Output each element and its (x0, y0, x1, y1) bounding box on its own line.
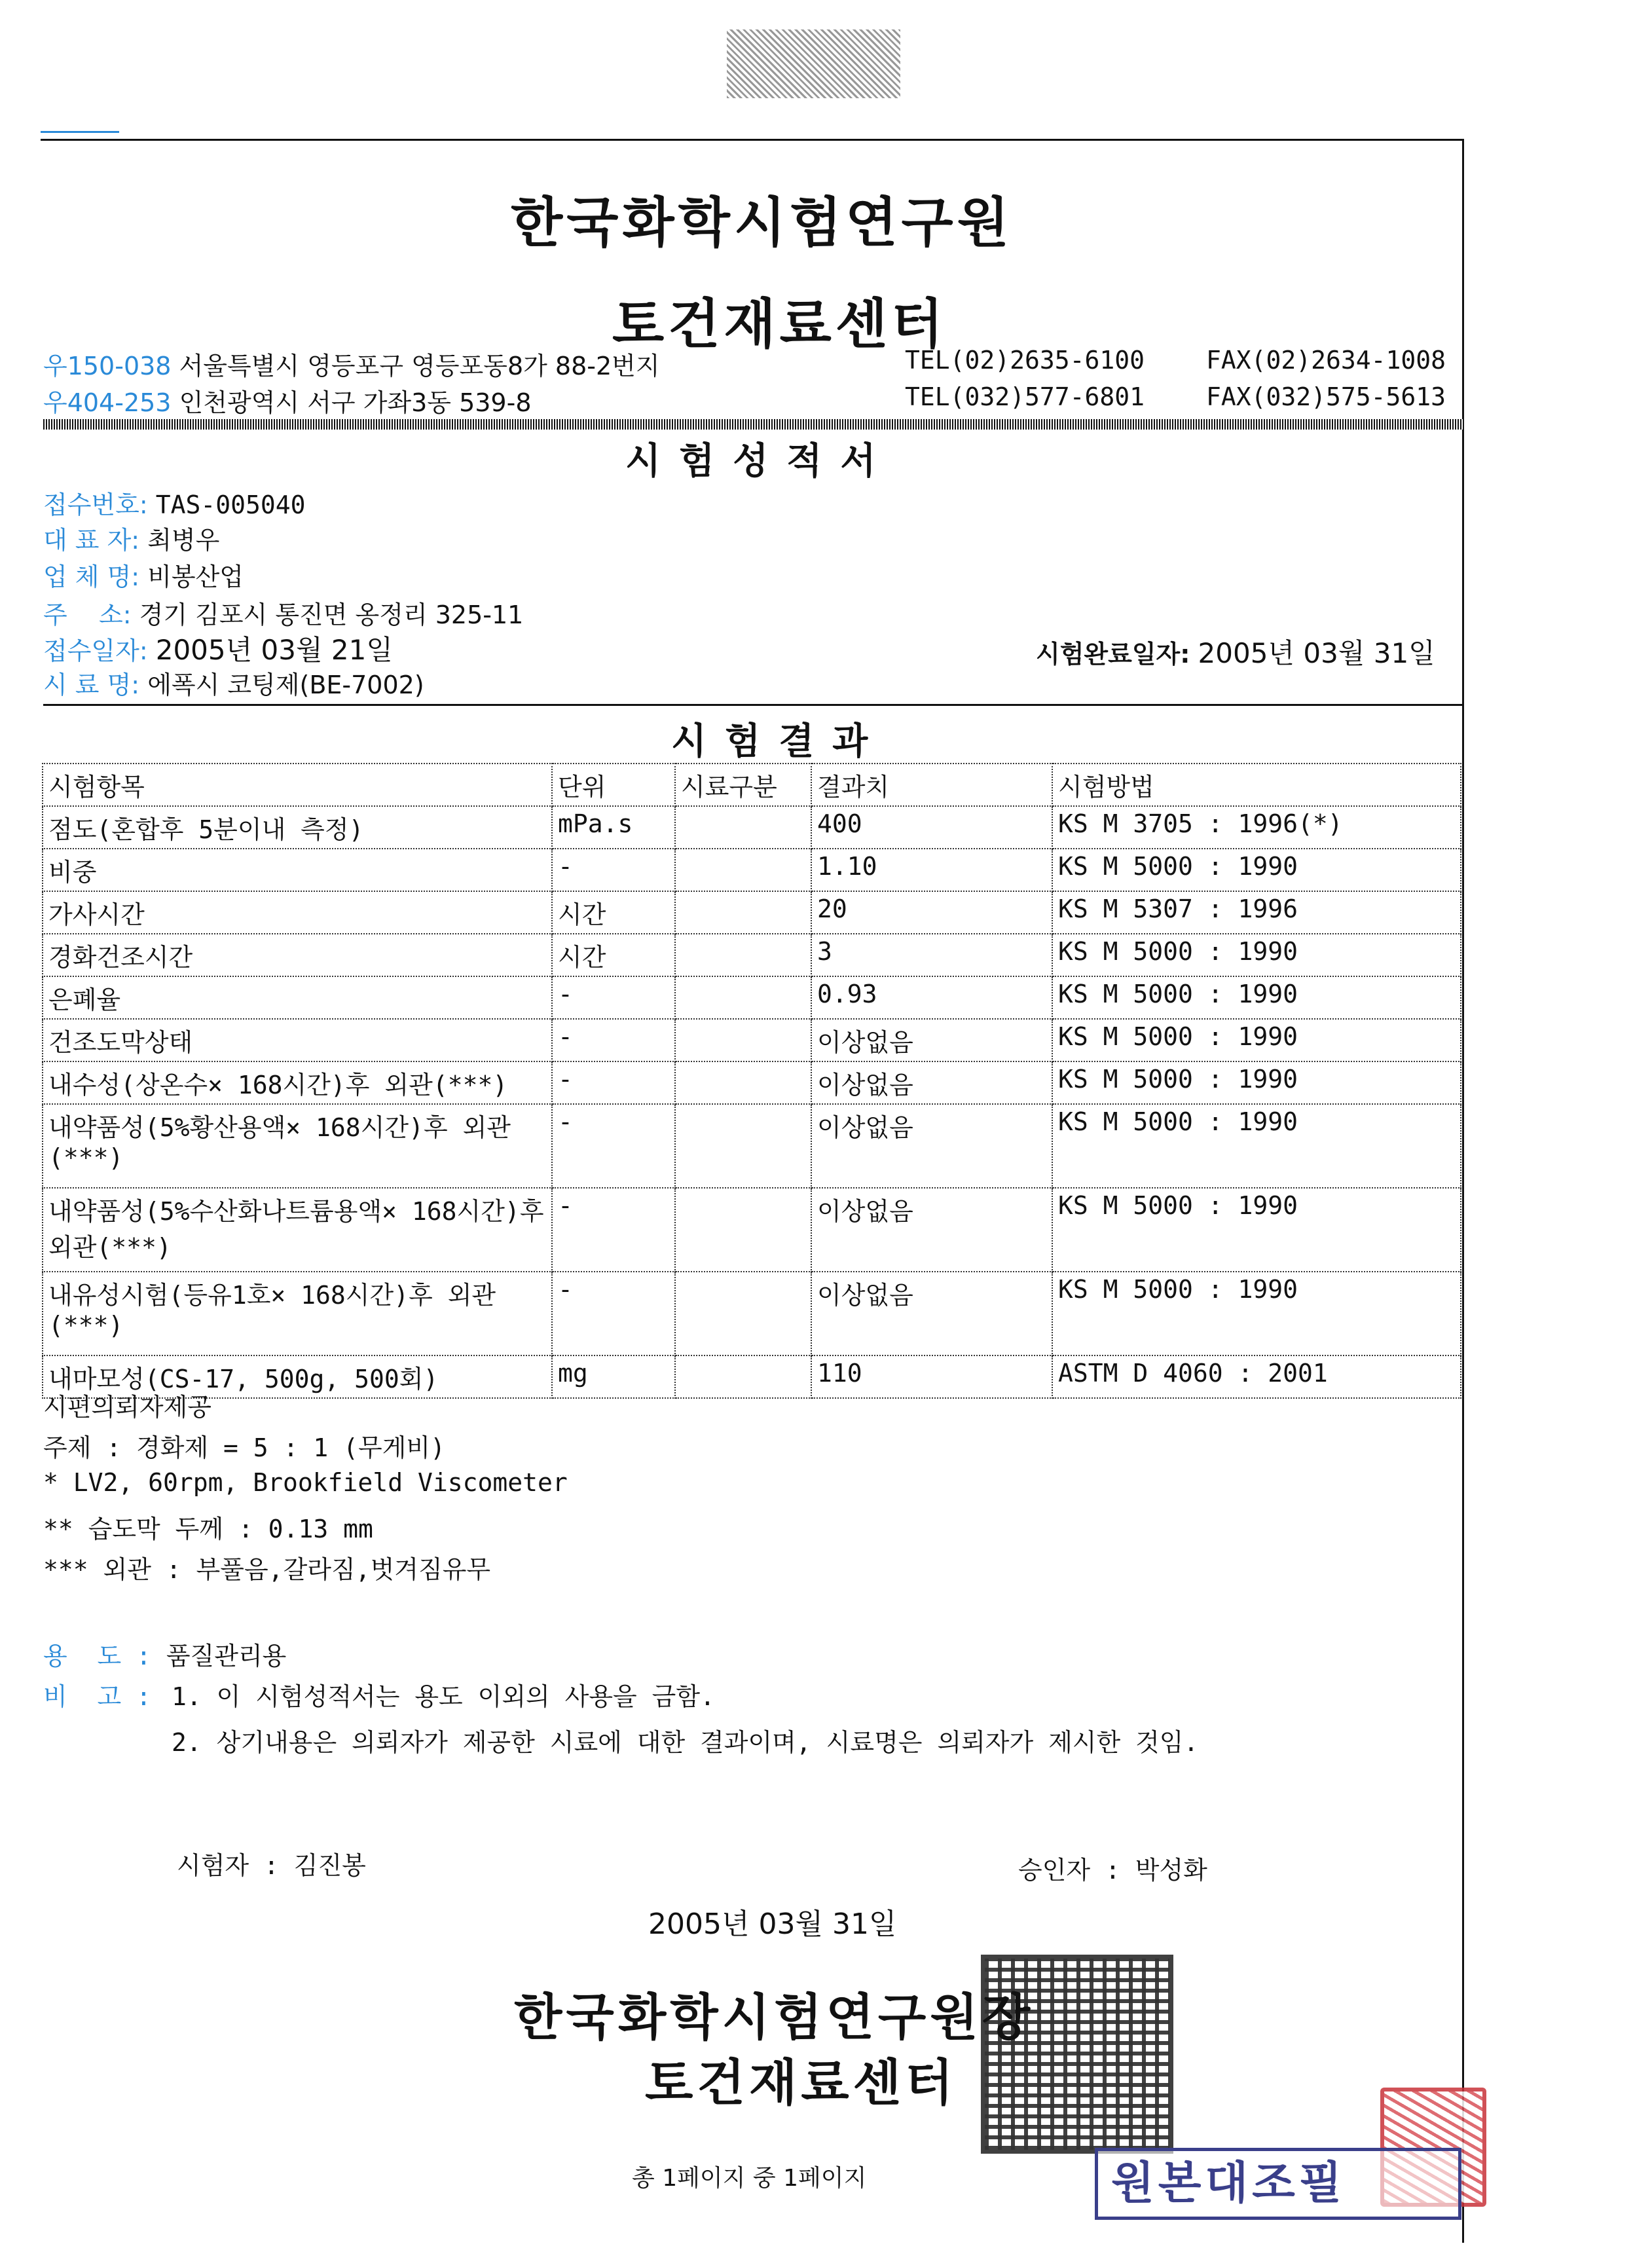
unit-cell: 시간 (552, 891, 675, 934)
method-cell: KS M 5000 : 1990 (1052, 1104, 1461, 1188)
field-value: TAS-005040 (155, 490, 306, 519)
unit-cell: mPa.s (552, 806, 675, 849)
test-item-cell: 비중 (43, 849, 552, 891)
results-table (42, 763, 1461, 1399)
address-line-1 (43, 346, 660, 382)
method-cell: KS M 5000 : 1990 (1052, 934, 1461, 976)
field-label: 시 료 명: (43, 671, 140, 699)
table-row (43, 1355, 1461, 1398)
test-item-cell: 점도(혼합후 5분이내 측정) (43, 806, 552, 849)
table-row (43, 1272, 1461, 1355)
unit-cell: mg (552, 1355, 675, 1398)
center-title: 토건재료센터 (612, 293, 947, 356)
header-divider (43, 419, 1463, 430)
table-row (43, 806, 1461, 849)
footer-center-title: 토건재료센터 (645, 2054, 957, 2112)
result-cell: 400 (811, 806, 1052, 849)
result-cell: 0.93 (811, 976, 1052, 1019)
method-cell: KS M 5000 : 1990 (1052, 1019, 1461, 1061)
completed-date (1036, 632, 1435, 671)
table-row (43, 976, 1461, 1019)
sample-kind-cell (675, 934, 811, 976)
address-text: 서울특별시 영등포구 영등포동8가 88-2번지 (179, 352, 660, 380)
field-value: 에폭시 코팅제(BE-7002) (147, 671, 424, 699)
unit-cell: - (552, 1272, 675, 1355)
column-header: 시료구분 (675, 764, 811, 806)
zip-code: 우150-038 (43, 352, 172, 380)
field-label: 주 소: (43, 600, 132, 629)
method-cell: KS M 5000 : 1990 (1052, 1061, 1461, 1104)
result-cell: 20 (811, 891, 1052, 934)
test-item-cell: 내약품성(5%수산화나트륨용액× 168시간)후 외관(***) (43, 1188, 552, 1272)
field-value: 경기 김포시 통진면 옹정리 325-11 (139, 600, 524, 629)
purpose-label: 용 도 : (43, 1642, 151, 1670)
unit-cell: - (552, 1019, 675, 1061)
received-date (43, 629, 393, 668)
result-cell: 이상없음 (811, 1019, 1052, 1061)
tel-1: TEL(02)2635-6100 (905, 346, 1145, 375)
address-text: 인천광역시 서구 가좌3동 539-8 (179, 388, 532, 417)
test-item-cell: 내약품성(5%황산용액× 168시간)후 외관(***) (43, 1104, 552, 1188)
note-line: *** 외관 : 부풀음,갈라짐,벗겨짐유무 (43, 1555, 491, 1584)
frame-accent-line (41, 131, 119, 133)
customer-address (43, 595, 523, 631)
method-cell: KS M 5000 : 1990 (1052, 1188, 1461, 1272)
receipt-no (43, 485, 306, 521)
result-cell: 3 (811, 934, 1052, 976)
address-line-2 (43, 382, 532, 418)
page-count: 총 1페이지 중 1페이지 (632, 2165, 867, 2192)
test-item-cell: 경화건조시간 (43, 934, 552, 976)
result-cell: 이상없음 (811, 1104, 1052, 1188)
test-item-cell: 은폐율 (43, 976, 552, 1019)
remark-line: 1. 이 시험성적서는 용도 이외의 사용을 금함. (172, 1682, 715, 1711)
method-cell: KS M 5000 : 1990 (1052, 976, 1461, 1019)
issue-date: 2005년 03월 31일 (648, 1907, 897, 1941)
field-label: 접수일자: (43, 636, 148, 665)
remark-line: 2. 상기내용은 의뢰자가 제공한 시료에 대한 결과이며, 시료명은 의뢰자가 제시한 것임. (172, 1728, 1199, 1757)
test-item-cell: 건조도막상태 (43, 1019, 552, 1061)
column-header: 단위 (552, 764, 675, 806)
sample-kind-cell (675, 1188, 811, 1272)
sample-kind-cell (675, 976, 811, 1019)
purpose-value: 품질관리용 (166, 1642, 287, 1670)
tel-2: TEL(032)577-6801 (905, 382, 1145, 411)
sample-kind-cell (675, 1355, 811, 1398)
note-line: 주제 : 경화제 = 5 : 1 (무게비) (43, 1433, 445, 1462)
sample-kind-cell (675, 1272, 811, 1355)
result-cell: 110 (811, 1355, 1052, 1398)
results-table-body (43, 764, 1461, 1398)
column-header: 시험방법 (1052, 764, 1461, 806)
note-line: * LV2, 60rpm, Brookfield Viscometer (43, 1468, 568, 1497)
method-cell: KS M 5307 : 1996 (1052, 891, 1461, 934)
unit-cell: - (552, 976, 675, 1019)
field-label: 대 표 자: (43, 526, 140, 555)
note-line: ** 습도막 두께 : 0.13 mm (43, 1515, 373, 1543)
field-value: 2005년 03월 31일 (1198, 637, 1435, 669)
result-cell: 1.10 (811, 849, 1052, 891)
institute-title: 한국화학시험연구원 (511, 192, 1013, 254)
test-item-cell: 가사시간 (43, 891, 552, 934)
table-row (43, 1061, 1461, 1104)
field-value: 최병우 (147, 526, 220, 555)
table-row (43, 849, 1461, 891)
method-cell: KS M 5000 : 1990 (1052, 849, 1461, 891)
sample-kind-cell (675, 1104, 811, 1188)
fax-2: FAX(032)575-5613 (1206, 382, 1446, 411)
note-line: 시편의뢰자제공 (43, 1393, 211, 1422)
table-row (43, 1188, 1461, 1272)
method-cell: KS M 5000 : 1990 (1052, 1272, 1461, 1355)
result-cell: 이상없음 (811, 1061, 1052, 1104)
method-cell: KS M 3705 : 1996(*) (1052, 806, 1461, 849)
representative (43, 520, 219, 556)
table-header-row (43, 764, 1461, 806)
unit-cell: - (552, 1061, 675, 1104)
field-label: 시험완료일자: (1036, 640, 1190, 669)
sample-kind-cell (675, 1061, 811, 1104)
field-value: 2005년 03월 21일 (155, 634, 393, 666)
zip-code: 우404-253 (43, 388, 172, 417)
result-cell: 이상없음 (811, 1188, 1052, 1272)
sample-name (43, 665, 424, 701)
table-row (43, 891, 1461, 934)
table-row (43, 934, 1461, 976)
sample-kind-cell (675, 806, 811, 849)
unit-cell: - (552, 1104, 675, 1188)
test-item-cell: 내마모성(CS-17, 500g, 500회) (43, 1355, 552, 1398)
sample-kind-cell (675, 849, 811, 891)
column-header: 결과치 (811, 764, 1052, 806)
method-cell: ASTM D 4060 : 2001 (1052, 1355, 1461, 1398)
column-header: 시험항목 (43, 764, 552, 806)
remarks-label: 비 고 : (43, 1682, 151, 1711)
field-label: 업 체 명: (43, 562, 140, 591)
unit-cell: - (552, 849, 675, 891)
table-row (43, 1019, 1461, 1061)
original-copy-stamp: 원본대조필 (1095, 2148, 1461, 2220)
field-label: 접수번호: (43, 490, 148, 519)
issuer-title: 한국화학시험연구원장 (514, 1988, 1035, 2046)
test-item-cell: 내수성(상온수× 168시간)후 외관(***) (43, 1061, 552, 1104)
unit-cell: 시간 (552, 934, 675, 976)
purpose (43, 1636, 286, 1672)
fax-1: FAX(02)2634-1008 (1206, 346, 1446, 375)
test-item-cell: 내유성시험(등유1호× 168시간)후 외관(***) (43, 1272, 552, 1355)
table-row (43, 1104, 1461, 1188)
field-value: 비봉산업 (147, 562, 244, 591)
unit-cell: - (552, 1188, 675, 1272)
results-title: 시험결과 (671, 720, 887, 763)
section-divider (43, 704, 1463, 706)
report-title: 시험성적서 (625, 440, 894, 483)
sample-kind-cell (675, 1019, 811, 1061)
sample-kind-cell (675, 891, 811, 934)
top-stamp-mark (727, 29, 900, 98)
result-cell: 이상없음 (811, 1272, 1052, 1355)
company (43, 557, 244, 593)
approver-signature: 승인자 : 박성화 (1018, 1856, 1207, 1885)
tester-signature: 시험자 : 김진봉 (177, 1851, 366, 1880)
